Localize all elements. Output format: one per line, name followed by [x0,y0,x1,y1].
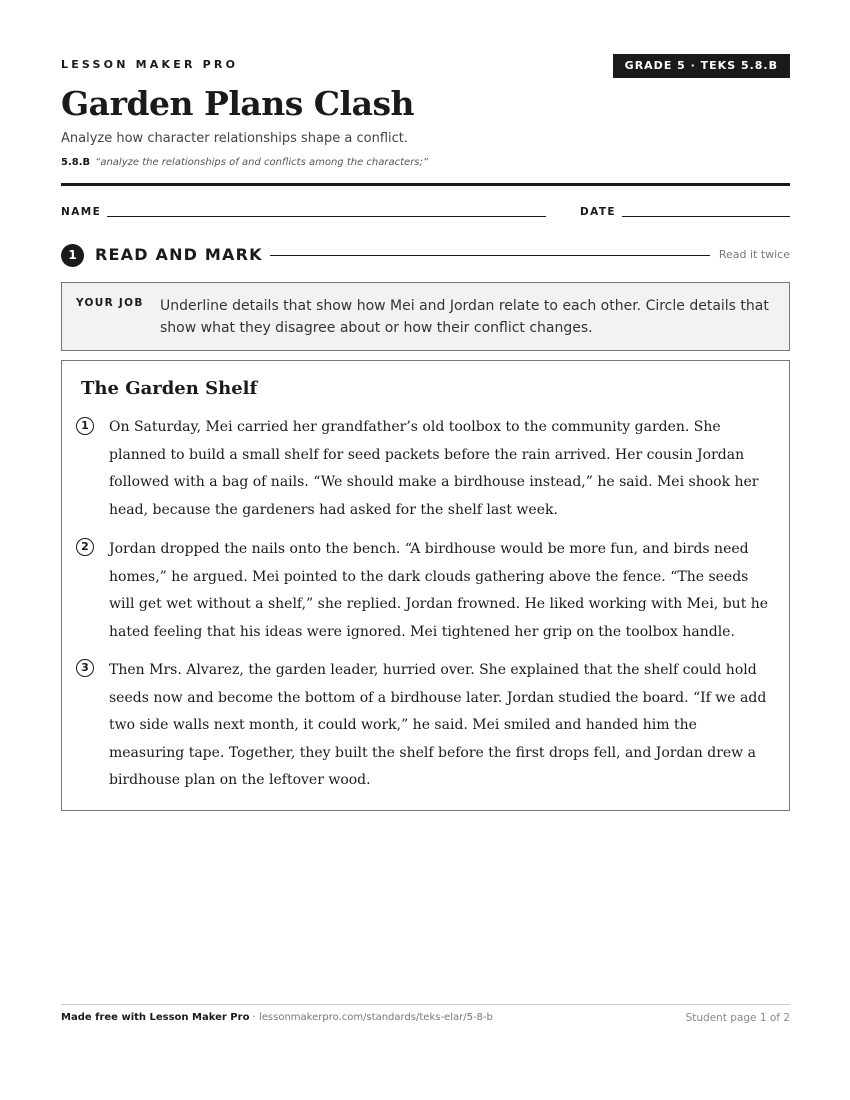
instructions-text: Underline details that show how Mei and Jordan relate to each other. Circle details that show what they disagree about or how their conflict changes. [160,298,769,336]
standard-code: 5.8.B [61,157,91,168]
instructions-label: YOUR JOB [76,297,144,309]
footer-url[interactable]: · lessonmakerpro.com/standards/teks-elar/5-8-b [249,1012,493,1023]
footer-made-with: Made free with Lesson Maker Pro [61,1012,250,1023]
page-subtitle: Analyze how character relationships shape a conflict. [61,131,408,146]
standard-quote: “analyze the relationships of and conflicts among the characters;” [95,157,429,168]
brand-name: LESSON MAKER PRO [61,58,239,71]
date-field[interactable] [622,216,790,217]
standard-reference [61,157,428,168]
paragraph-number-badge: 3 [76,659,94,677]
instructions-box [61,282,790,351]
passage-paragraph: Jordan dropped the nails onto the bench. “A birdhouse would be more fun, and birds need homes,” he argued. Mei pointed to the dark clouds gathering above the fence. “The seeds will get wet without a shelf,” she replied. Jordan frowned. He liked working with Mei, but he hated feeling that his ideas were ignored. Mei tightened her grip on the toolbox handle. [109,541,769,640]
name-field[interactable] [107,216,546,217]
passage-paragraph: On Saturday, Mei carried her grandfather’s old toolbox to the community garden. She planned to build a small shelf for seed packets before the rain arrived. Her cousin Jordan followed with a bag of nails. “We should make a birdhouse instead,” he said. Mei shook her head, because the gardeners had asked for the shelf last week. [109,419,759,518]
page-title: Garden Plans Clash [61,84,415,123]
footer-page-number: Student page 1 of 2 [685,1012,790,1024]
section-divider [270,255,710,256]
section-note: Read it twice [718,248,790,261]
header-divider [61,183,790,186]
passage-paragraph: Then Mrs. Alvarez, the garden leader, hurried over. She explained that the shelf could hold seeds now and become the bottom of a birdhouse later. Jordan studied the board. “If we add two side walls next month, it could work,” he said. Mei smiled and handed him the measuring tape. Together, they built the shelf before the first drops fell, and Jordan drew a birdhouse plan on the leftover wood. [109,662,767,788]
footer-divider [61,1004,790,1005]
section-number: 1 [61,244,84,267]
section-title: READ AND MARK [95,245,263,264]
paragraph-number-badge: 1 [76,417,94,435]
date-label: DATE [580,206,616,218]
reading-passage [61,360,790,811]
footer-credit [61,1012,493,1023]
name-label: NAME [61,206,102,218]
grade-badge: GRADE 5 · TEKS 5.8.B [613,54,790,78]
passage-title: The Garden Shelf [81,378,258,399]
paragraph-number-badge: 2 [76,538,94,556]
